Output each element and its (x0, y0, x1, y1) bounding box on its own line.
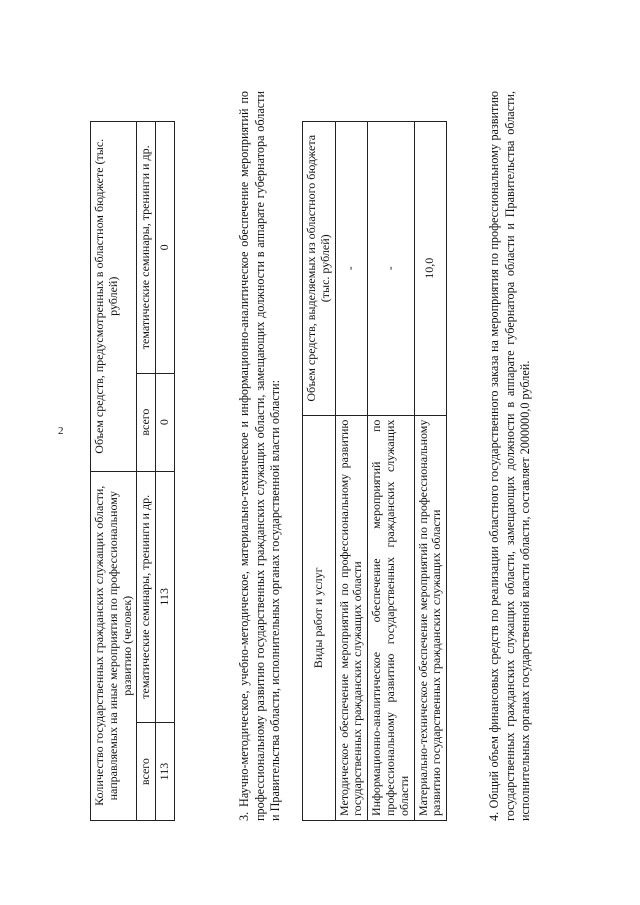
work-cell: Информационно-аналитическое обеспечение мероприятий по профессиональному развитию государственных гражданских служащих области (368, 415, 414, 820)
table-row (156, 122, 175, 821)
amount-cell: - (368, 122, 414, 416)
table-row (368, 122, 414, 821)
works-services-table (302, 121, 447, 821)
rotated-document-sheet (90, 73, 560, 833)
personnel-funding-table (90, 121, 175, 821)
subheader-all-right: всего (137, 373, 156, 471)
cell-right-all: 0 (156, 373, 175, 471)
amount-cell: - (335, 122, 368, 416)
paragraph-4: 4. Общий объем финансовых средств по реализации областного государственного заказа на мероприятия по профессиональному развитию государственных гражданских служащих области, замещающих должности в аппарате губернатора области и Правительства области, исполнительных органах государственной власти области, составляет 2000000,0 рублей. (487, 91, 533, 821)
paragraph-3: 3. Научно-методическое, учебно-методическое, материально-техническое и информационно-аналитическое обеспечение мероприятий по профессиональному развитию государственных гражданских служащих области, замещающих должности в аппарате губернатора области и Правительства области, исполнительных органах государственной власти области: (237, 91, 283, 821)
table-row (414, 122, 447, 821)
subheader-seminars-right: тематические семинары, тренинги и др. (137, 122, 156, 374)
page-number: 2 (58, 425, 64, 437)
work-cell: Методическое обеспечение мероприятий по профессиональному развитию государственных гражданских служащих области (335, 415, 368, 820)
cell-right-seminars: 0 (156, 122, 175, 374)
header-works: Виды работ и услуг (303, 415, 336, 820)
subheader-seminars-left: тематические семинары, тренинги и др. (137, 471, 156, 723)
cell-left-seminars: 113 (156, 471, 175, 723)
work-cell: Материально-техническое обеспечение мероприятий по профессиональному развитию государственных гражданских служащих области (414, 415, 447, 820)
subheader-all-left: всего (137, 723, 156, 821)
cell-left-all: 113 (156, 723, 175, 821)
header-amount: Объем средств, выделяемых из областного бюджета (тыс. рублей) (303, 122, 336, 416)
header-personnel-count: Количество государственных гражданских служащих области, направляемых на иные мероприятия по профессиональному развитию (человек) (91, 471, 137, 820)
header-budget-funds: Объем средств, предусмотренных в областном бюджете (тыс. рублей) (91, 122, 137, 472)
amount-cell: 10,0 (414, 122, 447, 416)
table-row (335, 122, 368, 821)
